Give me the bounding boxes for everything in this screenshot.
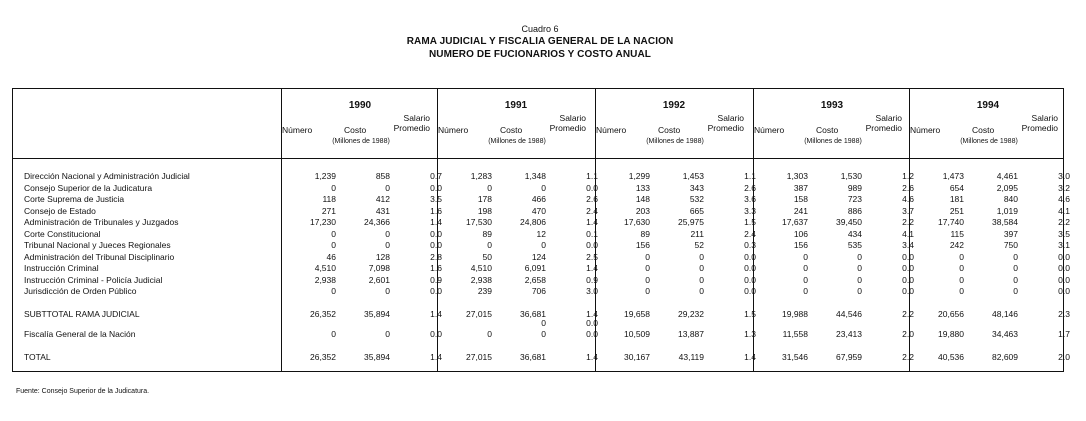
- cell-value: 0.9: [586, 274, 598, 285]
- row-label: TOTAL: [24, 352, 51, 362]
- cell-value: 0: [645, 251, 650, 262]
- cell-value: 1.4: [586, 309, 598, 319]
- row-label: Fiscalía General de la Nación: [24, 329, 136, 339]
- cell-value: 0.0: [744, 286, 756, 296]
- cell-value: 0: [645, 263, 650, 273]
- row-label: Administración del Tribunal Disciplinario: [24, 251, 175, 262]
- cell-value: 3.0: [1058, 171, 1070, 181]
- cell-value: 3.5: [1058, 228, 1070, 239]
- cell-value: 0: [331, 286, 336, 296]
- cell-value: 412: [375, 194, 390, 204]
- cell-value: 24,806: [520, 217, 546, 227]
- cell-value: 0: [645, 286, 650, 296]
- cell-value: 29,232: [678, 309, 704, 319]
- cell-value: 17,630: [624, 217, 650, 227]
- cell-value: 0.0: [586, 240, 598, 250]
- cell-value: 0.1: [586, 228, 598, 239]
- table-row: [0, 206, 1086, 216]
- year-label: 1990: [348, 100, 372, 111]
- cell-value: 241: [793, 205, 808, 216]
- header-salario: Salario: [875, 113, 902, 123]
- cell-value: 0: [331, 329, 336, 339]
- cell-value: 0.0: [1058, 274, 1070, 285]
- cell-value: 251: [949, 205, 964, 216]
- cell-value: 1.5: [744, 309, 756, 319]
- cell-value: 532: [689, 194, 704, 204]
- cell-value: 2.2: [902, 217, 914, 227]
- cell-value: 17,530: [466, 217, 492, 227]
- cell-value: 27,015: [466, 352, 492, 362]
- row-label: Consejo Superior de la Judicatura: [24, 182, 153, 193]
- cell-value: 2.3: [1058, 309, 1070, 319]
- cell-value: 0: [385, 228, 390, 239]
- cell-value: 2.0: [902, 329, 914, 339]
- cell-value: 0.0: [586, 318, 598, 328]
- cell-value: 1,473: [942, 171, 964, 181]
- table-row: [0, 229, 1086, 239]
- cell-value: 43,119: [678, 352, 704, 362]
- cell-value: 0.0: [586, 329, 598, 339]
- cell-value: 30,167: [624, 352, 650, 362]
- cell-value: 1,530: [840, 171, 862, 181]
- table-row: [0, 263, 1086, 273]
- cell-value: 0.0: [744, 251, 756, 262]
- cell-value: 3.3: [744, 205, 756, 216]
- table-row: [0, 171, 1086, 181]
- cell-value: 27,015: [466, 309, 492, 319]
- header-millones: (Millones de 1988): [488, 138, 546, 145]
- header-millones: (Millones de 1988): [646, 138, 704, 145]
- cell-value: 0.0: [430, 182, 442, 193]
- cell-value: 1.2: [902, 171, 914, 181]
- cell-value: 0: [803, 263, 808, 273]
- cell-value: 6,091: [524, 263, 546, 273]
- source-note: Fuente: Consejo Superior de la Judicatura.: [16, 388, 150, 395]
- cell-value: 0: [385, 286, 390, 296]
- cell-value: 34,463: [992, 329, 1018, 339]
- cell-value: 106: [793, 228, 808, 239]
- cell-value: 2,095: [996, 182, 1018, 193]
- row-label: Tribunal Nacional y Jueces Regionales: [24, 240, 171, 250]
- cell-value: 46: [326, 251, 336, 262]
- cell-value: 470: [531, 205, 546, 216]
- cell-value: 0: [385, 182, 390, 193]
- cell-value: 2,658: [524, 274, 546, 285]
- cell-value: 26,352: [310, 309, 336, 319]
- cell-value: 434: [847, 228, 862, 239]
- cell-value: 1.7: [1058, 329, 1070, 339]
- cell-value: 0: [541, 240, 546, 250]
- cell-value: 156: [635, 240, 650, 250]
- header-numero: Número: [754, 125, 785, 135]
- cell-value: 535: [847, 240, 862, 250]
- cell-value: 1,019: [996, 205, 1018, 216]
- title-line-2: NUMERO DE FUCIONARIOS Y COSTO ANUAL: [428, 49, 652, 60]
- cell-value: 706: [531, 286, 546, 296]
- header-salario: Salario: [717, 113, 744, 123]
- cell-value: 0: [541, 318, 546, 328]
- cell-value: 3.5: [430, 194, 442, 204]
- cell-value: 0: [803, 286, 808, 296]
- cell-value: 23,413: [836, 329, 862, 339]
- header-millones: (Millones de 1988): [804, 138, 862, 145]
- cell-value: 0: [331, 182, 336, 193]
- cell-value: 2.4: [586, 205, 598, 216]
- total-row: [0, 352, 1086, 362]
- cell-value: 0: [959, 251, 964, 262]
- row-label: Corte Constitucional: [24, 228, 101, 239]
- cell-value: 0: [487, 240, 492, 250]
- cell-value: 0: [487, 182, 492, 193]
- cell-value: 0: [857, 263, 862, 273]
- header-divider: [13, 158, 1063, 159]
- year-label: 1993: [820, 100, 844, 111]
- cell-value: 3.0: [586, 286, 598, 296]
- cell-value: 118: [322, 194, 336, 204]
- cell-value: 1,239: [314, 171, 336, 181]
- cell-value: 0: [857, 286, 862, 296]
- cell-value: 211: [690, 228, 704, 239]
- cell-value: 1,348: [524, 171, 546, 181]
- table-row: [0, 240, 1086, 250]
- cell-value: 35,894: [364, 352, 390, 362]
- cell-value: 2.6: [586, 194, 598, 204]
- cell-value: 11,558: [782, 329, 808, 339]
- cell-value: 271: [321, 205, 336, 216]
- cell-value: 397: [1003, 228, 1018, 239]
- cell-value: 181: [949, 194, 964, 204]
- row-label: Administración de Tribunales y Juzgados: [24, 217, 179, 227]
- cell-value: 4,461: [996, 171, 1018, 181]
- cell-value: 1.4: [430, 217, 442, 227]
- cell-value: 0: [803, 274, 808, 285]
- row-label: Jurisdicción de Orden Público: [24, 286, 137, 296]
- header-numero: Número: [438, 125, 469, 135]
- header-millones: (Millones de 1988): [332, 138, 390, 145]
- cell-value: 67,959: [836, 352, 862, 362]
- table-row: [0, 286, 1086, 296]
- header-salario: Salario: [403, 113, 430, 123]
- cell-value: 2,938: [314, 274, 336, 285]
- header-promedio: Promedio: [549, 123, 586, 133]
- cell-value: 17,740: [938, 217, 964, 227]
- cell-value: 1.4: [586, 263, 598, 273]
- cell-value: 1.4: [586, 352, 598, 362]
- cell-value: 0: [331, 240, 336, 250]
- cell-value: 0: [857, 274, 862, 285]
- cell-value: 0: [699, 274, 704, 285]
- cell-value: 1.1: [586, 171, 598, 181]
- cell-value: 3.2: [1058, 182, 1070, 193]
- cell-value: 89: [640, 228, 650, 239]
- cell-value: 4,510: [470, 263, 492, 273]
- header-numero: Número: [910, 125, 941, 135]
- header-numero: Número: [282, 125, 313, 135]
- cell-value: 343: [689, 182, 704, 193]
- cell-value: 0: [699, 286, 704, 296]
- cell-value: 3.1: [1058, 240, 1070, 250]
- cell-value: 0.0: [586, 182, 598, 193]
- cell-value: 52: [694, 240, 704, 250]
- cell-value: 26,352: [310, 352, 336, 362]
- cell-value: 89: [482, 228, 492, 239]
- header-numero: Número: [596, 125, 627, 135]
- cell-value: 0.0: [430, 240, 442, 250]
- cell-value: 1.6: [430, 205, 442, 216]
- header-costo: Costo: [972, 125, 995, 135]
- cell-value: 242: [949, 240, 964, 250]
- cell-value: 178: [477, 194, 492, 204]
- cell-value: 48,146: [992, 309, 1018, 319]
- cell-value: 1.3: [744, 329, 756, 339]
- cell-value: 466: [531, 194, 546, 204]
- row-label: Instrucción Criminal - Policía Judicial: [24, 274, 163, 285]
- cell-value: 2.5: [586, 251, 598, 262]
- cell-value: 0: [385, 329, 390, 339]
- cell-value: 239: [477, 286, 492, 296]
- cell-value: 0.0: [902, 251, 914, 262]
- cell-value: 1.4: [430, 309, 442, 319]
- cell-value: 19,658: [624, 309, 650, 319]
- cell-value: 17,637: [782, 217, 808, 227]
- cell-value: 133: [635, 182, 650, 193]
- cell-value: 654: [949, 182, 964, 193]
- year-label: 1992: [662, 100, 686, 111]
- cell-value: 10,509: [624, 329, 650, 339]
- cell-value: 156: [793, 240, 808, 250]
- table-row: [0, 194, 1086, 204]
- cell-value: 387: [793, 182, 808, 193]
- header-costo: Costo: [344, 125, 367, 135]
- cell-value: 0.0: [902, 274, 914, 285]
- cell-value: 0.3: [744, 240, 756, 250]
- cell-value: 128: [375, 251, 390, 262]
- cell-value: 2.6: [902, 182, 914, 193]
- cell-value: 0.0: [430, 228, 442, 239]
- year-label: 1994: [976, 100, 1000, 111]
- cell-value: 0: [857, 251, 862, 262]
- cell-value: 82,609: [992, 352, 1018, 362]
- row-label: Consejo de Estado: [24, 205, 96, 216]
- cell-value: 158: [793, 194, 808, 204]
- cell-value: 17,230: [310, 217, 336, 227]
- cell-value: 50: [482, 251, 492, 262]
- cell-value: 2.6: [744, 182, 756, 193]
- cell-value: 0: [959, 286, 964, 296]
- row-label: Corte Suprema de Justicia: [24, 194, 125, 204]
- cell-value: 38,584: [992, 217, 1018, 227]
- cell-value: 0.9: [430, 274, 442, 285]
- title-line-1: RAMA JUDICIAL Y FISCALIA GENERAL DE LA NACION: [406, 36, 674, 47]
- cell-value: 24,366: [364, 217, 390, 227]
- cell-value: 12: [536, 228, 546, 239]
- cell-value: 0.0: [1058, 286, 1070, 296]
- table-title-block: [300, 24, 780, 61]
- cell-value: 19,988: [782, 309, 808, 319]
- cell-value: 1.5: [744, 217, 756, 227]
- cell-value: 2.4: [744, 228, 756, 239]
- cell-value: 886: [847, 205, 862, 216]
- cell-value: 3.4: [902, 240, 914, 250]
- year-label: 1991: [504, 100, 528, 111]
- cell-value: 20,656: [938, 309, 964, 319]
- header-promedio: Promedio: [393, 123, 430, 133]
- cell-value: 198: [477, 205, 492, 216]
- cell-value: 44,546: [836, 309, 862, 319]
- cell-value: 0: [1013, 251, 1018, 262]
- cell-value: 840: [1003, 194, 1018, 204]
- fiscalia-row: [0, 329, 1086, 339]
- cell-value: 3.6: [744, 194, 756, 204]
- cell-value: 4.6: [902, 194, 914, 204]
- cell-value: 4.6: [1058, 194, 1070, 204]
- cell-value: 0: [1013, 263, 1018, 273]
- header-costo: Costo: [816, 125, 839, 135]
- cell-value: 0.0: [1058, 263, 1070, 273]
- cell-value: 0: [541, 182, 546, 193]
- cell-value: 40,536: [938, 352, 964, 362]
- header-promedio: Promedio: [1021, 123, 1058, 133]
- cell-value: 0: [1013, 274, 1018, 285]
- cell-value: 4.1: [1058, 205, 1070, 216]
- cell-value: 4.1: [902, 228, 914, 239]
- cell-value: 36,681: [520, 309, 546, 319]
- cell-value: 1.6: [430, 263, 442, 273]
- cell-value: 0.0: [902, 263, 914, 273]
- cell-value: 19,880: [938, 329, 964, 339]
- header-costo: Costo: [500, 125, 523, 135]
- cuadro-label: Cuadro 6: [521, 24, 559, 34]
- cell-value: 2.2: [902, 352, 914, 362]
- cell-value: 0: [959, 263, 964, 273]
- cell-value: 0.0: [430, 329, 442, 339]
- cell-value: 2.0: [1058, 352, 1070, 362]
- cell-value: 0.0: [430, 286, 442, 296]
- cell-value: 0.0: [902, 286, 914, 296]
- cell-value: 39,450: [836, 217, 862, 227]
- cell-value: 2.2: [902, 309, 914, 319]
- cell-value: 7,098: [368, 263, 390, 273]
- header-millones: (Millones de 1988): [960, 138, 1018, 145]
- cell-value: 723: [847, 194, 862, 204]
- cell-value: 2.8: [430, 251, 442, 262]
- cell-value: 989: [847, 182, 862, 193]
- table-row: [0, 217, 1086, 227]
- cell-value: 0: [487, 329, 492, 339]
- cell-value: 0: [959, 274, 964, 285]
- cell-value: 858: [375, 171, 390, 181]
- cell-value: 2,938: [470, 274, 492, 285]
- cell-value: 1,453: [682, 171, 704, 181]
- cell-value: 1.4: [586, 217, 598, 227]
- row-label: Dirección Nacional y Administración Judicial: [24, 171, 190, 181]
- cell-value: 203: [635, 205, 650, 216]
- table-row: [0, 275, 1086, 285]
- cell-value: 25,975: [678, 217, 704, 227]
- cell-value: 4,510: [314, 263, 336, 273]
- cell-value: 0: [699, 263, 704, 273]
- cell-value: 0: [385, 240, 390, 250]
- row-label: SUBTTOTAL RAMA JUDICIAL: [24, 309, 140, 319]
- cell-value: 1,299: [628, 171, 650, 181]
- cell-value: 1.4: [430, 352, 442, 362]
- cell-value: 0.0: [744, 263, 756, 273]
- cell-value: 665: [689, 205, 704, 216]
- cell-value: 0: [645, 274, 650, 285]
- cell-value: 1.4: [744, 352, 756, 362]
- subtotal-extra-row: [0, 318, 1086, 328]
- cell-value: 750: [1003, 240, 1018, 250]
- cell-value: 0: [1013, 286, 1018, 296]
- cell-value: 36,681: [520, 352, 546, 362]
- cell-value: 0.0: [1058, 251, 1070, 262]
- cell-value: 1.1: [744, 171, 756, 181]
- cell-value: 148: [635, 194, 650, 204]
- cell-value: 35,894: [364, 309, 390, 319]
- cell-value: 0: [541, 329, 546, 339]
- cell-value: 124: [531, 251, 546, 262]
- row-label: Instrucción Criminal: [24, 263, 99, 273]
- cell-value: 2.2: [1058, 217, 1070, 227]
- table-row: [0, 252, 1086, 262]
- cell-value: 1,283: [470, 171, 492, 181]
- cell-value: 3.7: [902, 205, 914, 216]
- cell-value: 13,887: [678, 329, 704, 339]
- cell-value: 431: [375, 205, 390, 216]
- header-promedio: Promedio: [865, 123, 902, 133]
- header-salario: Salario: [1031, 113, 1058, 123]
- cell-value: 0.7: [430, 171, 442, 181]
- cell-value: 2,601: [368, 274, 390, 285]
- header-salario: Salario: [559, 113, 586, 123]
- cell-value: 0: [699, 251, 704, 262]
- cell-value: 115: [950, 228, 964, 239]
- cell-value: 0.0: [744, 274, 756, 285]
- table-row: [0, 183, 1086, 193]
- header-costo: Costo: [658, 125, 681, 135]
- cell-value: 0: [331, 228, 336, 239]
- cell-value: 1,303: [786, 171, 808, 181]
- header-promedio: Promedio: [707, 123, 744, 133]
- cell-value: 31,546: [782, 352, 808, 362]
- cell-value: 0: [803, 251, 808, 262]
